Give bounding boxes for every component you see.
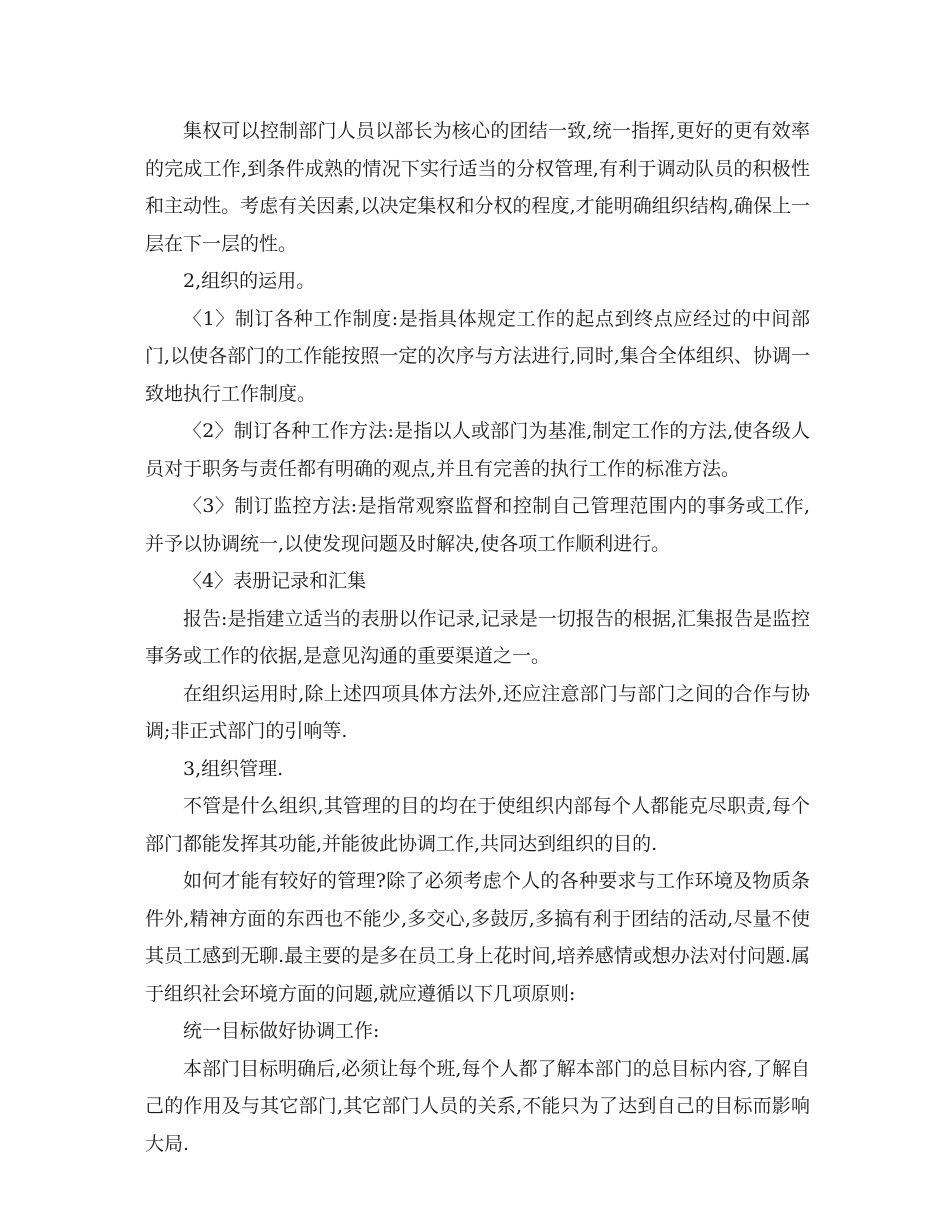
paragraph-better-management: 如何才能有较好的管理?除了必须考虑个人的各种要求与工作环境及物质条件外,精神方面的东西也不能少,多交心,多鼓厉,多搞有利于团结的活动,尽量不使其员工感到无聊.最主要的是多在员工身上花时间,培养感情或想办法对付问题.属于组织社会环境方面的问题,就应遵循以下几项原则:	[145, 870, 810, 1005]
paragraph-item-1: 〈1〉制订各种工作制度:是指具体规定工作的起点到终点应经过的中间部门,以使各部门的工作能按照一定的次序与方法进行,同时,集合全体组织、协调一致地执行工作制度。	[145, 307, 810, 405]
paragraph-item-3: 〈3〉制订监控方法:是指常观察监督和控制自己管理范围内的事务或工作,并予以协调统一,以使发现问题及时解决,使各项工作顺利进行。	[145, 495, 810, 555]
paragraph-item-4-heading: 〈4〉表册记录和汇集	[183, 570, 367, 592]
paragraph-unified-goal-heading: 统一目标做好协调工作:	[183, 1020, 380, 1042]
paragraph-item-2: 〈2〉制订各种工作方法:是指以人或部门为基准,制定工作的方法,使各级人员对于职务与责任都有明确的观点,并且有完善的执行工作的标准方法。	[145, 420, 810, 480]
paragraph-cooperation: 在组织运用时,除上述四项具体方法外,还应注意部门与部门之间的合作与协调;非正式部门的引响等.	[145, 682, 810, 742]
document-body	[145, 113, 810, 1163]
paragraph-report: 报告:是指建立适当的表册以作记录,记录是一切报告的根据,汇集报告是监控事务或工作的依据,是意见沟通的重要渠道之一。	[145, 607, 810, 667]
paragraph-management-purpose: 不管是什么组织,其管理的目的均在于使组织内部每个人都能克尽职责,每个部门都能发挥其功能,并能彼此协调工作,共同达到组织的目的.	[145, 795, 810, 855]
section-heading-organization-management: 3,组织管理.	[183, 757, 284, 780]
paragraph-centralization: 集权可以控制部门人员以部长为核心的团结一致,统一指挥,更好的更有效率的完成工作,到条件成熟的情况下实行适当的分权管理,有利于调动队员的积极性和主动性。考虑有关因素,以决定集权和分权的程度,才能明确组织结构,确保上一层在下一层的性。	[145, 120, 810, 255]
section-heading-organization-use: 2,组织的运用。	[183, 270, 316, 292]
paragraph-department-goal: 本部门目标明确后,必须让每个班,每个人都了解本部门的总目标内容,了解自己的作用及与其它部门,其它部门人员的关系,不能只为了达到自己的目标而影响大局.	[145, 1057, 810, 1155]
